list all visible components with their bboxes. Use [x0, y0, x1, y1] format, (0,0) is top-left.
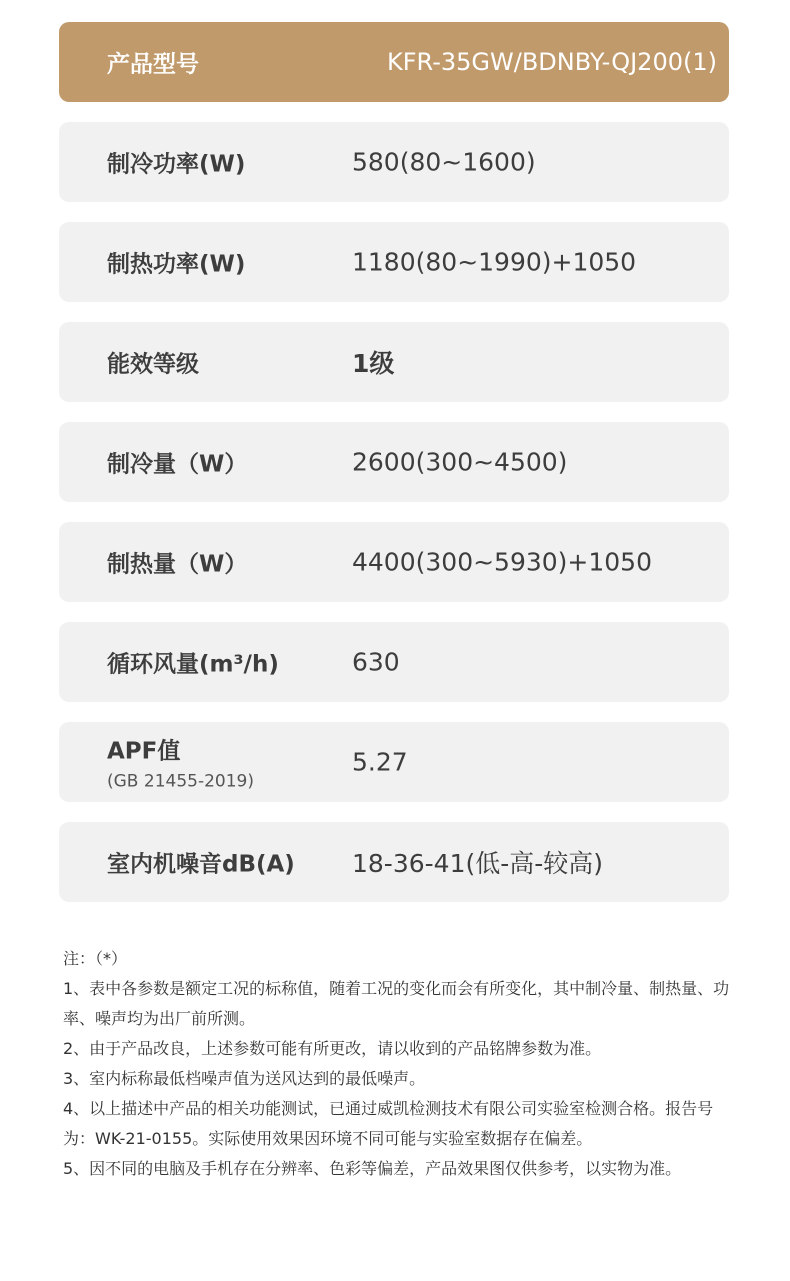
- spec-row-airflow: [59, 622, 729, 702]
- spec-value: 1180(80~1990)+1050: [352, 247, 637, 277]
- spec-label: 室内机噪音dB(A): [107, 851, 295, 878]
- spec-value: 580(80~1600): [352, 147, 536, 177]
- spec-value: 2600(300~4500): [352, 447, 568, 477]
- notes-title: 注：（*）: [63, 949, 128, 968]
- spec-value: 18-36-41(低-高-较高): [352, 849, 604, 878]
- spec-value: 4400(300~5930)+1050: [352, 547, 652, 577]
- spec-label: 能效等级: [107, 351, 199, 378]
- spec-header-value: KFR-35GW/BDNBY-QJ200(1): [386, 48, 717, 76]
- note-item: 3、室内标称最低档噪声值为送风达到的最低噪声。: [63, 1069, 426, 1088]
- spec-label-group: [107, 733, 254, 792]
- spec-value: 630: [352, 647, 400, 677]
- note-item: 4、以上描述中产品的相关功能测试，已通过威凯检测技术有限公司实验室检测合格。报告号为：WK-21-0155。实际使用效果因环境不同可能与实验室数据存在偏差。: [63, 1099, 714, 1148]
- spec-row-heating-power: [59, 222, 729, 302]
- spec-table: [59, 22, 729, 922]
- note-item: 1、表中各参数是额定工况的标称值，随着工况的变化而会有所变化，其中制冷量、制热量、功率、噪声均为出厂前所测。: [63, 979, 730, 1028]
- spec-row-cooling-capacity: [59, 422, 729, 502]
- spec-label: 制热功率(W): [107, 251, 246, 278]
- spec-value: 1级: [352, 349, 395, 378]
- spec-row-cooling-power: [59, 122, 729, 202]
- spec-header-row: [59, 22, 729, 102]
- spec-value: 5.27: [352, 747, 408, 777]
- spec-header-label: 产品型号: [107, 51, 199, 78]
- note-item: 5、因不同的电脑及手机存在分辨率、色彩等偏差，产品效果图仅供参考，以实物为准。: [63, 1159, 682, 1178]
- spec-label: 制冷量（W）: [107, 451, 248, 478]
- spec-row-heating-capacity: [59, 522, 729, 602]
- spec-label: 制热量（W）: [107, 551, 248, 578]
- spec-row-noise: [59, 822, 729, 902]
- note-item: 2、由于产品改良，上述参数可能有所更改，请以收到的产品铭牌参数为准。: [63, 1039, 602, 1058]
- spec-sublabel: (GB 21455-2019): [107, 771, 254, 792]
- spec-label: 制冷功率(W): [107, 151, 246, 178]
- spec-row-apf: [59, 722, 729, 802]
- notes-section: [63, 944, 733, 1184]
- spec-label: APF值: [107, 738, 181, 765]
- spec-row-energy-grade: [59, 322, 729, 402]
- spec-label: 循环风量(m³/h): [107, 651, 279, 678]
